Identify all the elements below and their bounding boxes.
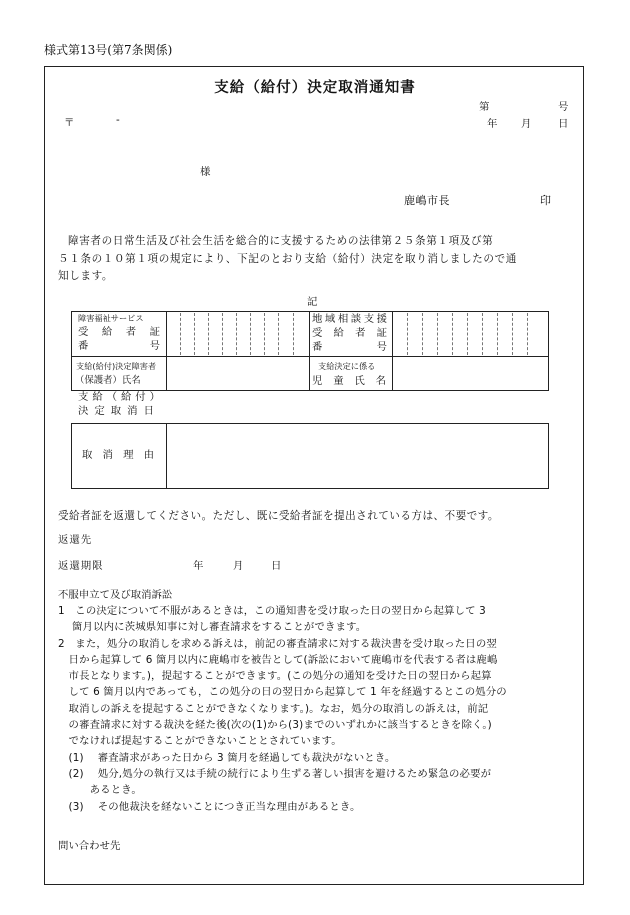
appeal-item-2-cont: あるとき。 xyxy=(58,784,142,797)
ki-label: 記 xyxy=(307,296,318,308)
return-to-label: 返還先 xyxy=(58,534,93,546)
notice-line-3: 知します。 xyxy=(58,270,114,282)
consult-number-label: 番 号 xyxy=(312,341,387,353)
notice-paragraph xyxy=(58,233,517,286)
date-year: 年 xyxy=(487,118,498,130)
return-notice: 受給者証を返還してください。ただし、既に受給者証を提出されている方は、不要です。 xyxy=(58,510,499,522)
deadline-year: 年 xyxy=(193,560,204,572)
contact-label: 問い合わせ先 xyxy=(58,840,121,852)
appeal-line-5: 市長となります。)，提起することができます。(この処分の通知を受けた日の翌日から起算 xyxy=(58,670,492,683)
postal-dash: - xyxy=(116,114,120,126)
appeal-line-4: 日から起算して 6 箇月以内に鹿嶋市を被告として(訴訟において鹿嶋市を代表する者は鹿嶋 xyxy=(58,653,498,666)
form-number: 様式第13号(第7条関係) xyxy=(44,43,173,57)
cancel-date-label-bot: 決 定 取 消 日 xyxy=(78,405,154,417)
deadline-month: 月 xyxy=(233,560,244,572)
doc-no-prefix: 第 xyxy=(479,101,490,113)
postal-mark: 〒 xyxy=(64,117,75,129)
notice-line-1: 障害者の日常生活及び社会生活を総合的に支援するための法律第２５条第１項及び第 xyxy=(68,235,494,247)
appeal-line-1: 1 この決定について不服があるときは，この通知書を受け取った日の翌日から起算して 3 xyxy=(58,605,486,617)
child-name-label: 児 童 氏 名 xyxy=(312,375,386,387)
document-title: 支給（給付）決定取消通知書 xyxy=(214,80,416,96)
issuer-name: 鹿嶋市長 xyxy=(404,194,450,207)
community-consult-label: 地 域 相 談 支 援 xyxy=(312,313,387,325)
doc-no-suffix: 号 xyxy=(558,101,569,113)
guardian-name-label: （保護者）氏名 xyxy=(75,375,141,386)
number-label: 番 号 xyxy=(78,340,160,352)
decision-recipient-label: 支給(給付)決定障害者 xyxy=(76,361,157,371)
notice-line-2: ５１条の１０第１項の規定により、下記のとおり支給（給付）決定を取り消しましたので通 xyxy=(58,252,517,265)
date-month: 月 xyxy=(521,118,532,130)
reason-label: 取 消 理 由 xyxy=(82,449,154,461)
cancel-date-label-top: 支 給 （ 給 付 ） xyxy=(78,391,160,403)
appeal-item-1: (1) 審査請求があった日から 3 箇月を経過しても裁決がないとき。 xyxy=(58,751,396,764)
appeal-heading: 不服申立て及び取消訴訟 xyxy=(58,589,173,601)
child-related-label: 支給決定に係る xyxy=(318,361,376,371)
seal-mark: 印 xyxy=(540,194,551,207)
appeal-item-3: (3) その他裁決を経ないことにつき正当な理由があるとき。 xyxy=(58,800,361,813)
appeal-line-8: の審査請求に対する裁決を経た後(次の(1)から(3)までのいずれかに該当するときを除く。) xyxy=(58,719,492,732)
appeal-line-7: 取消しの訴えを提起することができなくなります。)。なお，処分の取消しの訴えは，前記 xyxy=(58,702,489,715)
appeal-text xyxy=(58,603,507,815)
welfare-service-label: 障害福祉サービス xyxy=(78,313,144,323)
deadline-day: 日 xyxy=(271,560,282,572)
appeal-item-2: (2) 処分,処分の執行又は手続の続行により生ずる著しい損害を避けるため緊急の必要が xyxy=(58,767,492,780)
honorific: 様 xyxy=(200,166,211,178)
consult-cert-label: 受 給 者 証 xyxy=(312,327,387,339)
appeal-line-9: でなければ提起することができないこととされています。 xyxy=(58,735,342,748)
appeal-line-6: して 6 箇月以内であっても，この処分の日の翌日から起算して 1 年を経過するとこの処分の xyxy=(58,686,507,699)
appeal-line-3: 2 また，処分の取消しを求める訴えは，前記の審査請求に対する裁決書を受け取った日の翌 xyxy=(58,637,497,650)
recipient-cert-label: 受 給 者 証 xyxy=(78,326,160,338)
appeal-line-2: 箇月以内に茨城県知事に対し審査請求をすることができます。 xyxy=(58,621,367,634)
return-deadline-label: 返還期限 xyxy=(58,560,104,572)
date-day: 日 xyxy=(558,118,569,130)
